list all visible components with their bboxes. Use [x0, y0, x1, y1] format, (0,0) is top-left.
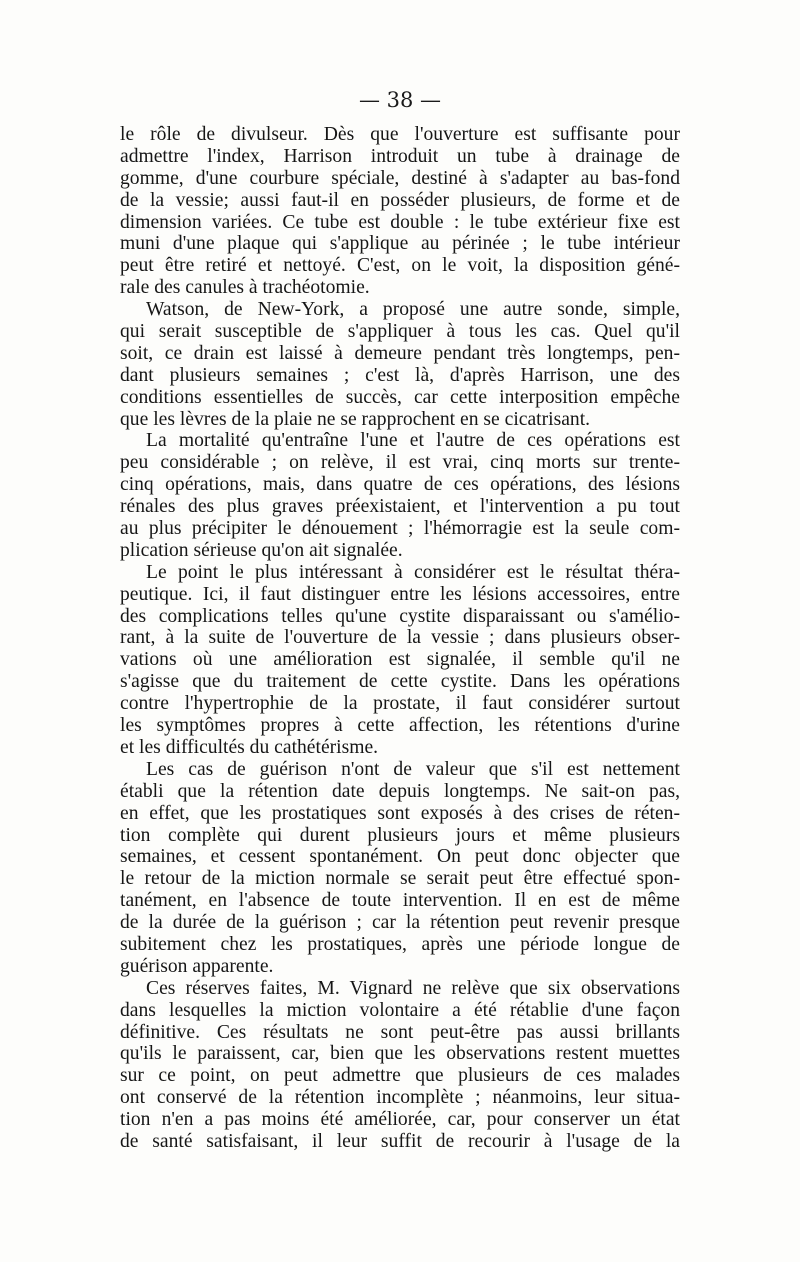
text-line: dant plusieurs semaines ; c'est là, d'après Harrison, une des: [120, 364, 680, 386]
text-line: que les lèvres de la plaie ne se rapprochent en se cicatrisant.: [120, 408, 591, 430]
text-line: cinq opérations, mais, dans quatre de ces opérations, des lésions: [120, 474, 680, 496]
text-line: peutique. Ici, il faut distinguer entre les lésions accessoires, entre: [120, 583, 680, 605]
text-line: ont conservé de la rétention incomplète ; néanmoins, leur situa-: [120, 1087, 680, 1109]
text-line: semaines, et cessent spontanément. On peut donc objecter que: [120, 846, 680, 868]
paragraph: [120, 562, 680, 759]
text-line: vations où une amélioration est signalée, il semble qu'il ne: [120, 649, 680, 671]
text-line: subitement chez les prostatiques, après une période longue de: [120, 933, 680, 955]
text-line: de santé satisfaisant, il leur suffit de recourir à l'usage de la: [120, 1130, 680, 1152]
text-line: tion n'en a pas moins été améliorée, car, pour conserver un état: [120, 1109, 680, 1131]
text-line: conditions essentielles de succès, car cette interposition empêche: [120, 386, 680, 408]
text-line: de la durée de la guérison ; car la rétention peut revenir presque: [120, 912, 680, 934]
text-line: sur ce point, on peut admettre que plusieurs de ces malades: [120, 1065, 680, 1087]
text-line: qui serait susceptible de s'appliquer à tous les cas. Quel qu'il: [120, 321, 680, 343]
text-line: dans lesquelles la miction volontaire a été rétablie d'une façon: [120, 999, 680, 1021]
text-line: Ces réserves faites, M. Vignard ne relève que six observations: [146, 977, 680, 999]
text-line: Les cas de guérison n'ont de valeur que s'il est nettement: [146, 758, 680, 780]
text-line: établi que la rétention date depuis longtemps. Ne sait-on pas,: [120, 780, 680, 802]
paragraph: [120, 299, 680, 430]
page-number: — 38 —: [358, 88, 442, 112]
text-line: qu'ils le paraissent, car, bien que les observations restent muettes: [120, 1043, 680, 1065]
text-line: s'agisse que du traitement de cette cystite. Dans les opérations: [120, 671, 680, 693]
paragraph: [120, 430, 680, 561]
text-line: des complications telles qu'une cystite disparaissant ou s'amélio-: [120, 605, 680, 627]
text-line: peut être retiré et nettoyé. C'est, on le voit, la disposition géné-: [120, 255, 680, 277]
text-line: soit, ce drain est laissé à demeure pendant très longtemps, pen-: [120, 342, 680, 364]
text-line: gomme, d'une courbure spéciale, destiné à s'adapter au bas-fond: [120, 167, 680, 189]
text-line: rale des canules à trachéotomie.: [120, 277, 370, 299]
text-line: tion complète qui durent plusieurs jours et même plusieurs: [120, 824, 680, 846]
text-line: au plus précipiter le dénouement ; l'hémorragie est la seule com-: [120, 518, 680, 540]
text-line: le retour de la miction normale se serait peut être effectué spon-: [120, 868, 680, 890]
text-line: dimension variées. Ce tube est double : le tube extérieur fixe est: [120, 211, 680, 233]
text-line: de la vessie; aussi faut-il en posséder plusieurs, de forme et de: [120, 189, 680, 211]
text-line: peu considérable ; on relève, il est vrai, cinq morts sur trente-: [120, 452, 680, 474]
paragraph: [120, 978, 680, 1153]
text-line: rénales des plus graves préexistaient, et l'intervention a pu tout: [120, 496, 680, 518]
text-line: Watson, de New-York, a proposé une autre sonde, simple,: [146, 299, 680, 321]
paragraph: [120, 759, 680, 978]
text-line: Le point le plus intéressant à considérer est le résultat théra-: [146, 561, 680, 583]
text-line: muni d'une plaque qui s'applique au périnée ; le tube intérieur: [120, 233, 680, 255]
text-line: contre l'hypertrophie de la prostate, il faut considérer surtout: [120, 693, 680, 715]
body-text: [120, 124, 680, 1153]
text-line: rant, à la suite de l'ouverture de la vessie ; dans plusieurs obser-: [120, 627, 680, 649]
text-line: le rôle de divulseur. Dès que l'ouverture est suffisante pour: [120, 124, 680, 145]
text-line: et les difficultés du cathétérisme.: [120, 736, 379, 758]
text-line: plication sérieuse qu'on ait signalée.: [120, 539, 403, 561]
text-line: La mortalité qu'entraîne l'une et l'autre de ces opérations est: [146, 430, 680, 452]
text-line: admettre l'index, Harrison introduit un tube à drainage de: [120, 145, 680, 167]
paragraph: [120, 124, 680, 299]
text-line: définitive. Ces résultats ne sont peut-être pas aussi brillants: [120, 1021, 680, 1043]
text-line: en effet, que les prostatiques sont exposés à des crises de réten-: [120, 802, 680, 824]
text-line: guérison apparente.: [120, 955, 274, 977]
text-line: les symptômes propres à cette affection, les rétentions d'urine: [120, 715, 680, 737]
text-line: tanément, en l'absence de toute intervention. Il en est de même: [120, 890, 680, 912]
